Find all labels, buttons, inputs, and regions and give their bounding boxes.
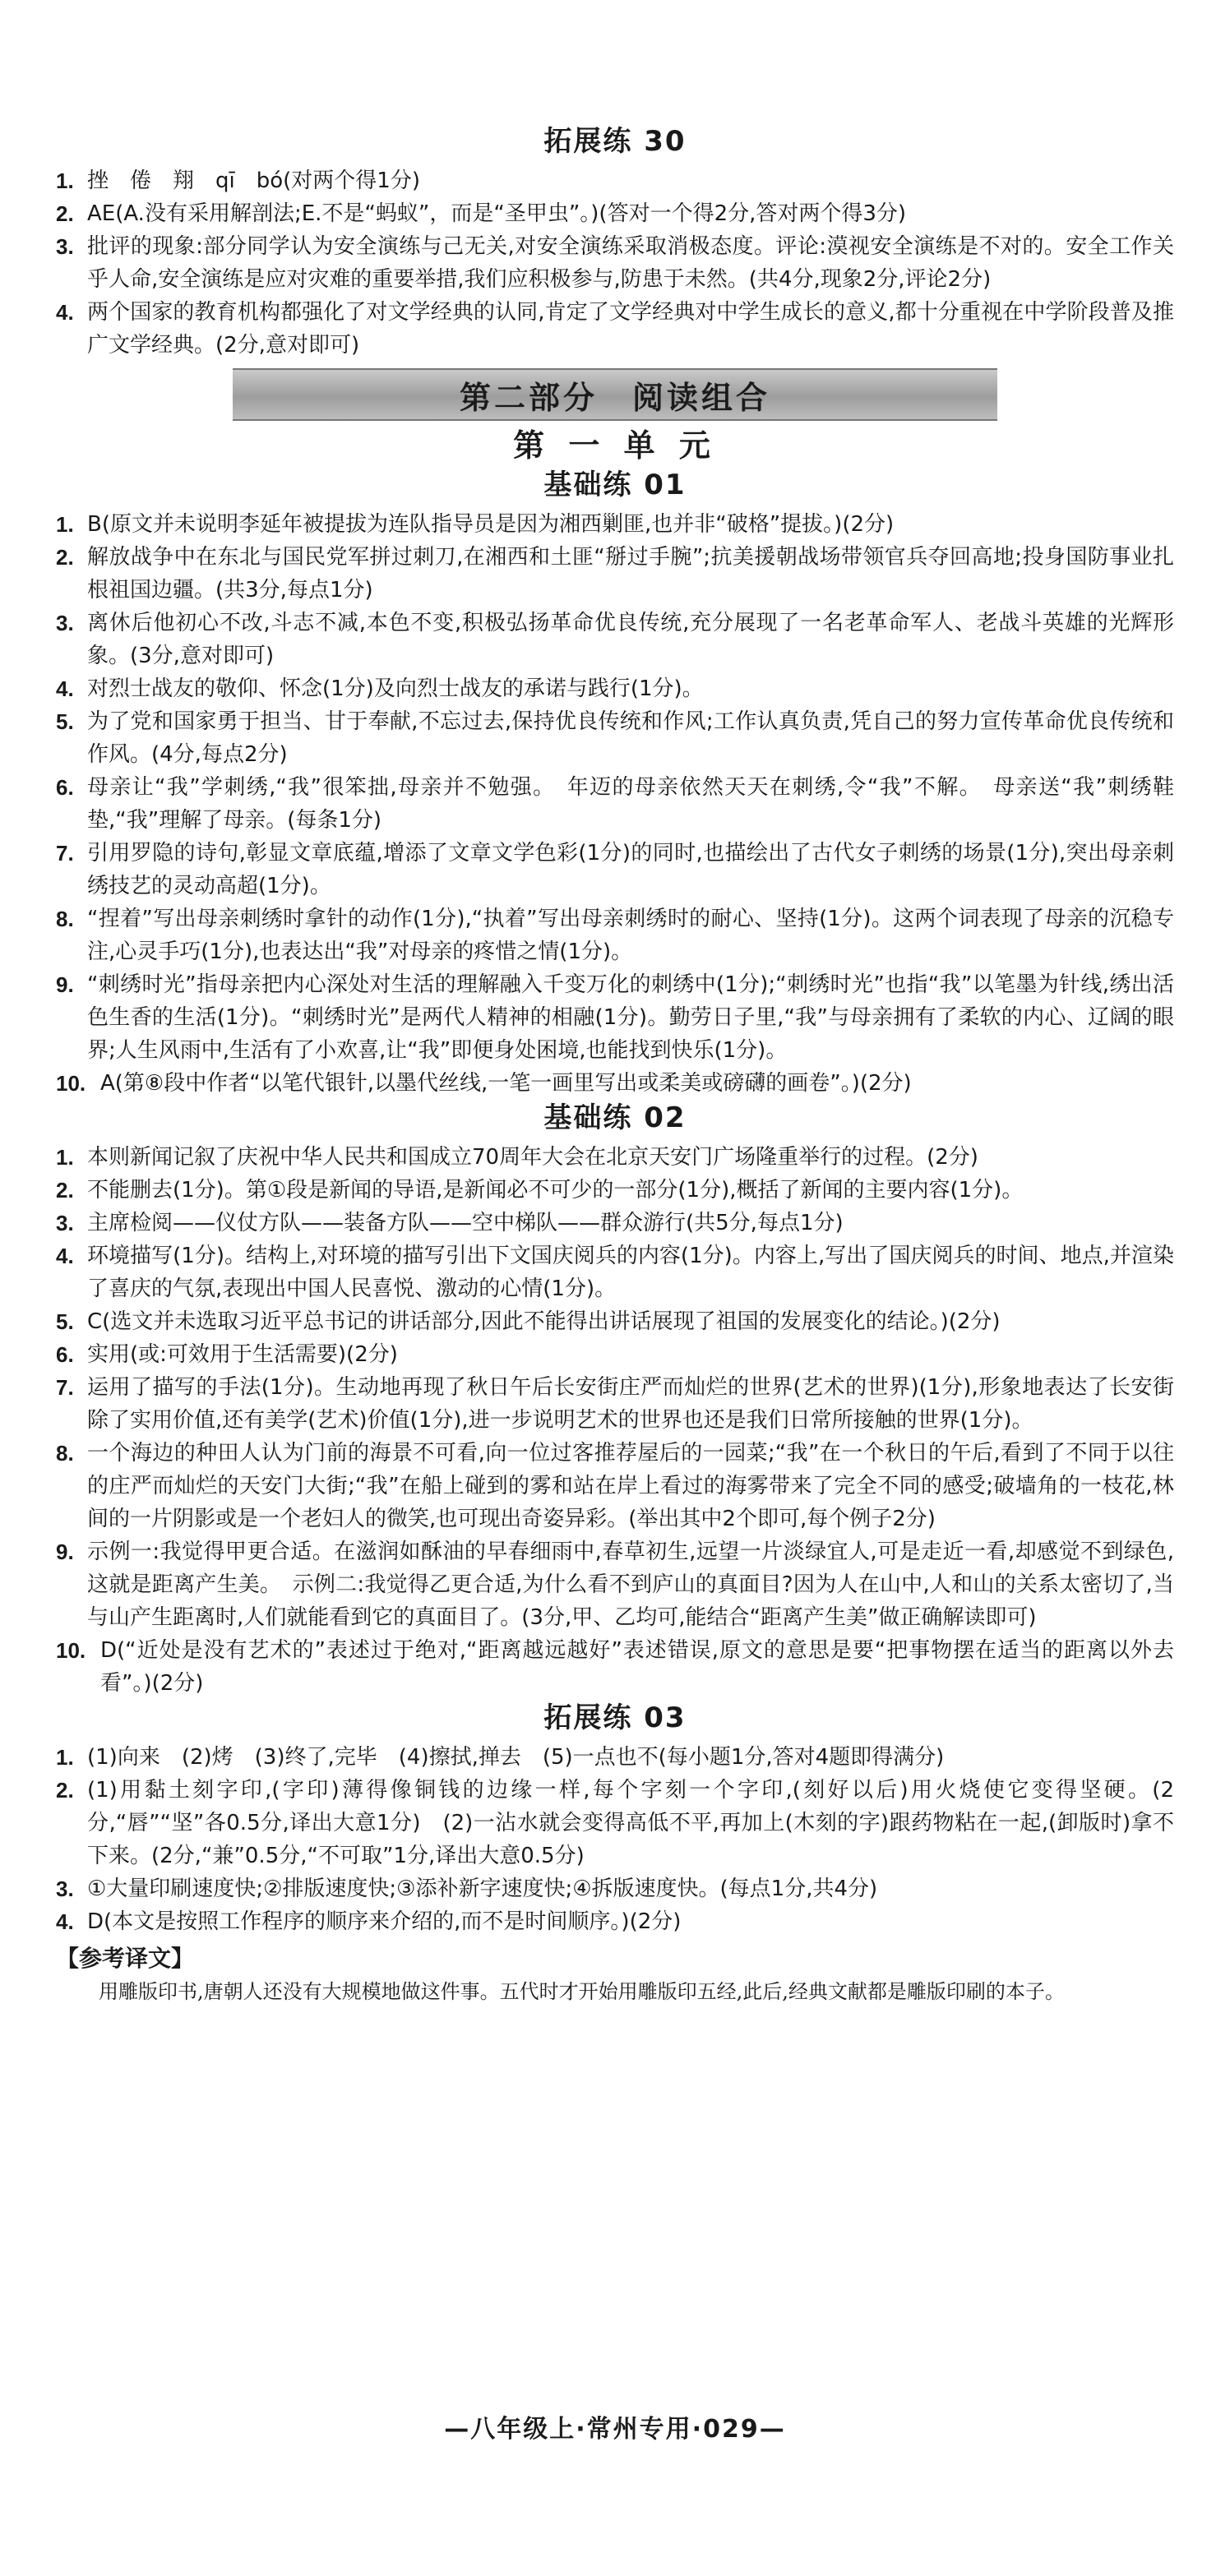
section-title: 基础练 01 [543, 469, 687, 501]
list-item [56, 1774, 1174, 1872]
list-item [56, 1535, 1174, 1634]
item-number: 1. [56, 169, 74, 193]
item-text: 主席检阅——仪仗方队——装备方队——空中梯队——群众游行(共5分,每点1分) [87, 1211, 844, 1235]
item-text: 解放战争中在东北与国民党军拼过刺刀,在湘西和土匪“掰过手腕”;抗美援朝战场带领官兵夺回高地;投身国防事业扎根祖国边疆。(共3分,每点1分) [87, 545, 1174, 602]
list-item [56, 1240, 1174, 1305]
item-number: 6. [56, 1342, 74, 1367]
item-text: 引用罗隐的诗句,彰显文章底蕴,增添了文章文学色彩(1分)的同时,也描绘出了古代女子刺绣的场景(1分),突出母亲刺绣技艺的灵动高超(1分)。 [87, 841, 1174, 898]
list-item [56, 1141, 1174, 1174]
list-item [56, 1437, 1174, 1535]
item-number: 3. [56, 1877, 74, 1901]
item-number: 3. [56, 234, 74, 259]
item-text: (1)向来 (2)烤 (3)终了,完毕 (4)擦拭,掸去 (5)一点也不(每小题1分,答对4题即得满分) [87, 1745, 945, 1770]
list-item [56, 164, 1174, 197]
item-number: 9. [56, 1540, 74, 1564]
page-footer: —八年级上·常州专用·029— [444, 2415, 786, 2444]
item-number: 10. [56, 1638, 86, 1663]
list-item [56, 968, 1174, 1067]
section-jichu-01 [56, 467, 1174, 1100]
item-text: 运用了描写的手法(1分)。生动地再现了秋日午后长安街庄严而灿烂的世界(艺术的世界)(1分),形象地表达了长安街除了实用价值,还有美学(艺术)价值(1分),进一步说明艺术的世界也还是我们日常所接触的世界(1分)。 [87, 1375, 1174, 1433]
list-item [56, 1371, 1174, 1437]
list-item [56, 508, 1174, 541]
list-item [56, 230, 1174, 296]
item-number: 5. [56, 1309, 74, 1334]
item-text: 对烈士战友的敬仰、怀念(1分)及向烈士战友的承诺与践行(1分)。 [87, 676, 704, 701]
item-text: D(“近处是没有艺术的”表述过于绝对,“距离越远越好”表述错误,原文的意思是要“把事物摆在适当的距离以外去看”。)(2分) [100, 1638, 1174, 1696]
item-number: 5. [56, 709, 74, 734]
item-text: ①大量印刷速度快;②排版速度快;③添补新字速度快;④拆版速度快。(每点1分,共4分) [87, 1877, 878, 1901]
item-number: 8. [56, 1441, 74, 1466]
item-number: 4. [56, 676, 74, 701]
item-text: 一个海边的种田人认为门前的海景不可看,向一位过客推荐屋后的一园菜;“我”在一个秋日的午后,看到了不同于以往的庄严而灿烂的天安门大街;“我”在船上碰到的雾和站在岸上看过的海雾带来了完全不同的感受;破墙角的一枝花,林间的一片阴影或是一个老妇人的微笑,也可现出奇姿异彩。(举出其中2个即可,每个例子2分) [87, 1441, 1174, 1531]
list-item [56, 1305, 1174, 1338]
list-item [56, 607, 1174, 672]
list-item [56, 837, 1174, 903]
part-banner: 第二部分 阅读组合 [233, 368, 997, 421]
item-number: 2. [56, 201, 74, 226]
item-text: 挫 倦 翔 qī bó(对两个得1分) [87, 169, 420, 193]
item-text: 两个国家的教育机构都强化了对文学经典的认同,肯定了文学经典对中学生成长的意义,都十分重视在中学阶段普及推广文学经典。(2分,意对即可) [87, 300, 1174, 358]
item-number: 8. [56, 907, 74, 931]
list-item [56, 705, 1174, 771]
item-text: 本则新闻记叙了庆祝中华人民共和国成立70周年大会在北京天安门广场隆重举行的过程。(2分) [87, 1145, 978, 1170]
reference-translation-heading: 【参考译文】 [56, 1945, 195, 1972]
list-item [56, 1634, 1174, 1700]
item-text: D(本文是按照工作程序的顺序来介绍的,而不是时间顺序。)(2分) [87, 1909, 682, 1934]
list-item [56, 1905, 1174, 1938]
list-item [56, 1174, 1174, 1207]
item-text: C(选文并未选取习近平总书记的讲话部分,因此不能得出讲话展现了祖国的发展变化的结论。)(2分) [87, 1309, 1001, 1334]
item-text: B(原文并未说明李延年被提拔为连队指导员是因为湘西剿匪,也并非“破格”提拔。)(2分) [87, 512, 895, 537]
list-item [56, 771, 1174, 837]
section-tuozhan-30 [56, 123, 1174, 362]
item-text: 为了党和国家勇于担当、甘于奉献,不忘过去,保持优良传统和作风;工作认真负责,凭自己的努力宣传革命优良传统和作风。(4分,每点2分) [87, 709, 1174, 767]
list-item [56, 1067, 1174, 1100]
item-text: “捏着”写出母亲刺绣时拿针的动作(1分),“执着”写出母亲刺绣时的耐心、坚持(1分)。这两个词表现了母亲的沉稳专注,心灵手巧(1分),也表达出“我”对母亲的疼惜之情(1分)。 [87, 907, 1174, 964]
list-item [56, 541, 1174, 607]
section-jichu-02 [56, 1100, 1174, 1700]
item-text: AE(A.没有采用解剖法;E.不是“蚂蚁”，而是“圣甲虫”。)(答对一个得2分,答对两个得3分) [87, 201, 907, 226]
list-item [56, 1338, 1174, 1371]
item-text: 批评的现象:部分同学认为安全演练与己无关,对安全演练采取消极态度。评论:漠视安全演练是不对的。安全工作关乎人命,安全演练是应对灾难的重要举措,我们应积极参与,防患于未然。(共4分,现象2分,评论2分) [87, 234, 1174, 292]
item-number: 9. [56, 972, 74, 997]
item-text: A(第⑧段中作者“以笔代银针,以墨代丝线,一笔一画里写出或柔美或磅礴的画卷”。)(2分) [100, 1071, 912, 1096]
reference-translation-text: 用雕版印书,唐朝人还没有大规模地做这件事。五代时才开始用雕版印五经,此后,经典文献都是雕版印刷的本子。 [99, 1980, 1065, 2003]
item-number: 3. [56, 611, 74, 635]
list-item [56, 903, 1174, 968]
item-number: 1. [56, 512, 74, 537]
item-number: 7. [56, 841, 74, 866]
list-item [56, 672, 1174, 705]
item-number: 1. [56, 1145, 74, 1170]
item-text: (1)用黏土刻字印,(字印)薄得像铜钱的边缘一样,每个字刻一个字印,(刻好以后)用火烧使它变得坚硬。(2分,“唇”“坚”各0.5分,译出大意1分) (2)一沾水就会变得高低不平,再加上(木刻的字)跟药物粘在一起,(卸版时)拿不下来。(2分,“兼”0.5分,“不可取”1分,译出大意0.5分) [87, 1778, 1174, 1868]
list-item [56, 1207, 1174, 1240]
section-title: 拓展练 30 [543, 125, 687, 158]
section-title: 基础练 02 [543, 1101, 687, 1134]
item-number: 1. [56, 1745, 74, 1770]
list-item [56, 1741, 1174, 1774]
item-number: 3. [56, 1211, 74, 1235]
item-number: 4. [56, 1909, 74, 1934]
item-number: 4. [56, 1244, 74, 1268]
item-number: 2. [56, 1178, 74, 1203]
item-text: 环境描写(1分)。结构上,对环境的描写引出下文国庆阅兵的内容(1分)。内容上,写出了国庆阅兵的时间、地点,并渲染了喜庆的气氛,表现出中国人民喜悦、激动的心情(1分)。 [87, 1244, 1174, 1301]
item-text: 不能删去(1分)。第①段是新闻的导语,是新闻必不可少的一部分(1分),概括了新闻的主要内容(1分)。 [87, 1178, 1024, 1203]
section-tuozhan-03 [56, 1700, 1174, 1938]
item-text: “刺绣时光”指母亲把内心深处对生活的理解融入千变万化的刺绣中(1分);“刺绣时光”也指“我”以笔墨为针线,绣出活色生香的生活(1分)。“刺绣时光”是两代人精神的相融(1分)。勤劳日子里,“我”与母亲拥有了柔软的内心、辽阔的眼界;人生风雨中,生活有了小欢喜,让“我”即便身处困境,也能找到快乐(1分)。 [87, 972, 1174, 1063]
item-number: 4. [56, 300, 74, 325]
item-number: 2. [56, 1778, 74, 1803]
item-text: 示例一:我觉得甲更合适。在滋润如酥油的早春细雨中,春草初生,远望一片淡绿宜人,可是走近一看,却感觉不到绿色,这就是距离产生美。 示例二:我觉得乙更合适,为什么看不到庐山的真面目?因为人在山中,人和山的关系太密切了,当与山产生距离时,人们就能看到它的真面目了。(3分,甲、乙均可,能结合“距离产生美”做正确解读即可) [87, 1540, 1174, 1630]
list-item [56, 1872, 1174, 1905]
list-item [56, 197, 1174, 230]
section-title: 拓展练 03 [543, 1701, 687, 1734]
unit-title: 第 一 单 元 [513, 427, 717, 464]
item-text: 离休后他初心不改,斗志不减,本色不变,积极弘扬革命优良传统,充分展现了一名老革命军人、老战斗英雄的光辉形象。(3分,意对即可) [87, 611, 1174, 668]
list-item [56, 296, 1174, 362]
item-number: 10. [56, 1071, 86, 1096]
item-text: 实用(或:可效用于生活需要)(2分) [87, 1342, 398, 1367]
item-number: 6. [56, 775, 74, 800]
item-text: 母亲让“我”学刺绣,“我”很笨拙,母亲并不勉强。 年迈的母亲依然天天在刺绣,令“我”不解。 母亲送“我”刺绣鞋垫,“我”理解了母亲。(每条1分) [87, 775, 1174, 833]
item-number: 2. [56, 545, 74, 570]
item-number: 7. [56, 1375, 74, 1400]
